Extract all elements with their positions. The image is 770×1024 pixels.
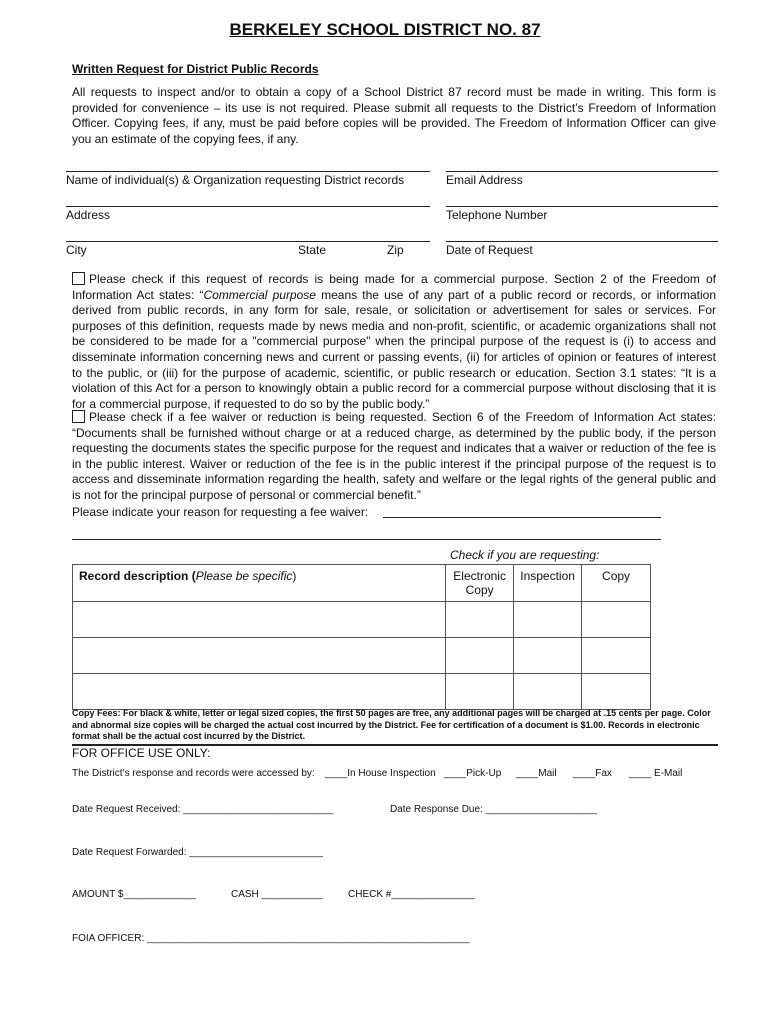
record-description-cell[interactable] xyxy=(73,602,446,638)
form-subtitle: Written Request for District Public Records xyxy=(72,62,319,76)
fee-waiver-section xyxy=(72,410,716,504)
electronic-copy-cell[interactable] xyxy=(446,638,514,674)
electronic-copy-header: Electronic Copy xyxy=(446,565,514,602)
city-label: City xyxy=(66,243,87,257)
telephone-line[interactable] xyxy=(446,206,718,207)
copy-fees-note: Copy Fees: For black & white, letter or legal sized copies, the first 50 pages are free, any additional pages will be charged at .15 cents per page. Color and abnormal size copies will be charged the actual cost incurred by the District. Fee for certification of a document is $1.00. Records in electronic format shall be the actual cost incurred by the District. xyxy=(72,708,711,741)
inspection-cell[interactable] xyxy=(514,602,582,638)
mail-option[interactable]: ____Mail xyxy=(516,768,557,779)
address-line[interactable] xyxy=(66,206,430,207)
check-field[interactable]: CHECK #_______________ xyxy=(348,889,475,900)
table-row xyxy=(73,602,651,638)
electronic-copy-cell[interactable] xyxy=(446,602,514,638)
date-received-field[interactable]: Date Request Received: ___________________________ xyxy=(72,804,334,815)
email-option[interactable]: ____ E-Mail xyxy=(629,768,683,779)
copy-cell[interactable] xyxy=(582,602,651,638)
email-label: Email Address xyxy=(446,173,523,187)
commercial-purpose-section xyxy=(72,272,716,412)
record-description-cell[interactable] xyxy=(73,674,446,710)
inspection-cell[interactable] xyxy=(514,638,582,674)
fee-waiver-reason-line-2[interactable] xyxy=(72,539,661,540)
email-line[interactable] xyxy=(446,171,718,172)
intro-paragraph: All requests to inspect and/or to obtain a copy of a School District 87 record must be made in writing. This form is provided for convenience – its use is not required. Please submit all requests to the District’s Freedom of Information Officer. Copying fees, if any, must be paid before copies will be provided. The Freedom of Information Officer can give you an estimate of the copying fees, if any. xyxy=(72,85,716,146)
commercial-text-after: means the use of any part of a public record or records, or information derived from public records, in any form for sale, resale, or solicitation or advertisement for sales or services. For purposes of this definition, requests made by news media and non-profit, scientific, or academic organizations shall not be considered to be made for a "commercial purpose" when the principal purpose of the request is (i) to access and disseminate information concerning news and current or passing events, (ii) for articles of opinion or features of interest to the public, or (iii) for the purpose of academic, scientific, or public research or education. Section 3.1 states: “It is a violation of this Act for a person to knowingly obtain a public record for a commercial purpose without disclosing that it is for a commercial purpose, if requested to do so by the public body.” xyxy=(72,287,716,411)
accessed-by-label: The District’s response and records were accessed by: xyxy=(72,768,315,779)
zip-label: Zip xyxy=(387,243,404,257)
records-table xyxy=(72,564,651,710)
fax-option[interactable]: ____Fax xyxy=(573,768,612,779)
in-house-option[interactable]: ____In House Inspection xyxy=(325,768,436,779)
copy-cell[interactable] xyxy=(582,674,651,710)
state-label: State xyxy=(298,243,327,257)
document-title: BERKELEY SCHOOL DISTRICT NO. 87 xyxy=(229,20,541,39)
table-row xyxy=(73,638,651,674)
record-description-header: Record description (Please be specific) xyxy=(73,565,446,602)
fee-waiver-reason-label: Please indicate your reason for requesting a fee waiver: xyxy=(72,505,369,519)
name-org-label: Name of individual(s) & Organization requesting District records xyxy=(66,173,405,187)
date-due-field[interactable]: Date Response Due: ____________________ xyxy=(390,804,597,815)
fee-waiver-checkbox[interactable] xyxy=(72,410,85,423)
electronic-copy-cell[interactable] xyxy=(446,674,514,710)
date-request-line[interactable] xyxy=(446,241,718,242)
fee-waiver-text: Please check if a fee waiver or reduction is being requested. Section 6 of the Freedom of Information Act states: “Documents shall be furnished without charge or at a reduced charge, as determined by the public body, if the person requesting the documents states the specific purpose for the request and indicates that a waiver or reduction of the fee is in the public interest. Waiver or reduction of the fee is in the public interest if the principal purpose of the request is to access and disseminate information regarding the health, safety and welfare or the legal rights of the general public and is not for the principal purpose of personal or commercial benefit.” xyxy=(72,410,716,502)
commercial-term: Commercial purpose xyxy=(203,287,316,302)
cash-field[interactable]: CASH ___________ xyxy=(231,889,323,900)
telephone-label: Telephone Number xyxy=(446,208,548,222)
name-org-line[interactable] xyxy=(66,171,430,172)
check-note: Check if you are requesting: xyxy=(450,548,600,562)
amount-field[interactable]: AMOUNT $_____________ xyxy=(72,889,196,900)
date-forwarded-field[interactable]: Date Request Forwarded: ________________________ xyxy=(72,847,323,858)
fee-waiver-reason-line[interactable] xyxy=(383,517,661,518)
foia-officer-field[interactable]: FOIA OFFICER: __________________________________________________________ xyxy=(72,933,470,944)
pickup-option[interactable]: ____Pick-Up xyxy=(444,768,502,779)
table-header-row xyxy=(73,565,651,602)
office-use-title: FOR OFFICE USE ONLY: xyxy=(72,746,211,760)
record-description-cell[interactable] xyxy=(73,638,446,674)
table-row xyxy=(73,674,651,710)
city-state-zip-line[interactable] xyxy=(66,241,430,242)
inspection-cell[interactable] xyxy=(514,674,582,710)
inspection-header: Inspection xyxy=(514,565,582,602)
date-request-label: Date of Request xyxy=(446,243,533,257)
address-label: Address xyxy=(66,208,111,222)
copy-cell[interactable] xyxy=(582,638,651,674)
commercial-text-before: Please check if this request of records is being made for a commercial purpose. Section 2 of the Freedom of Information Act states: “ xyxy=(72,272,716,302)
commercial-purpose-checkbox[interactable] xyxy=(72,272,85,285)
copy-header: Copy xyxy=(582,565,651,602)
